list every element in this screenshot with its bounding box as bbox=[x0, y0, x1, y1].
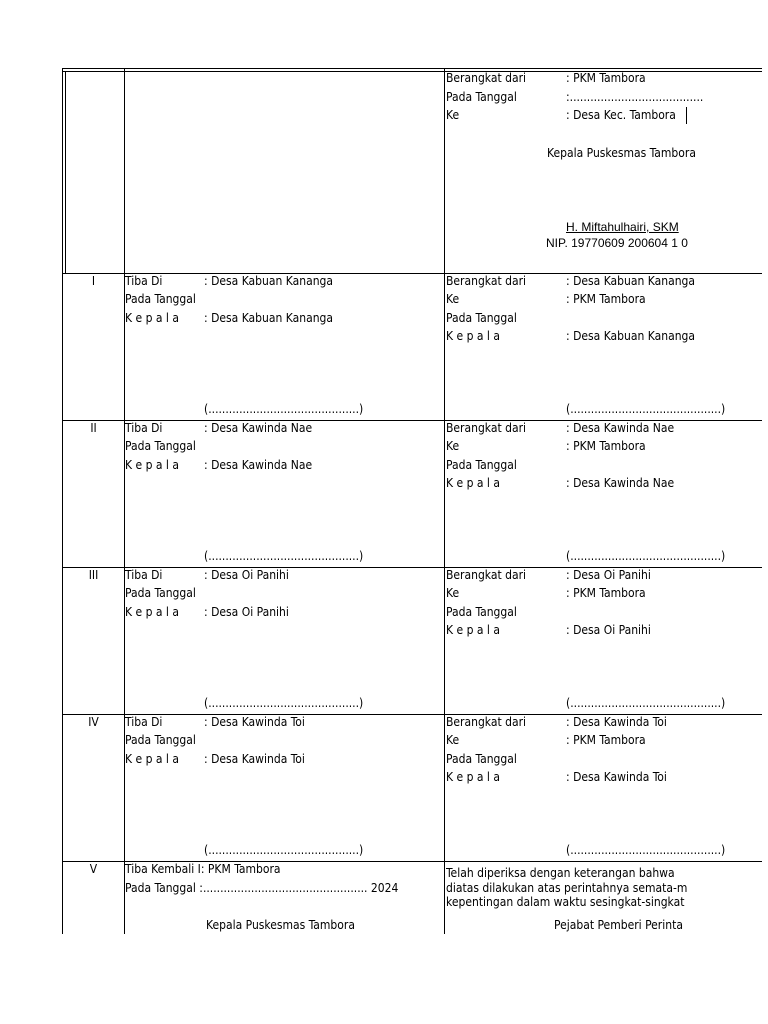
signature-placeholder-right: (............................................) bbox=[566, 843, 726, 857]
signature-placeholder-right: (............................................) bbox=[566, 549, 726, 563]
tiba-value: : Desa Oi Panihi bbox=[204, 568, 289, 582]
row-number: IV bbox=[88, 715, 99, 729]
ke-label: Ke bbox=[446, 733, 460, 747]
berangkat-label: Berangkat dari bbox=[446, 715, 527, 729]
verification-note-line-1: Telah diperiksa dengan keterangan bahwa bbox=[446, 866, 675, 880]
kepala-label: K e p a l a bbox=[125, 311, 179, 325]
ke-label: Ke bbox=[446, 292, 460, 306]
berangkat-value: : Desa Oi Panihi bbox=[566, 568, 651, 582]
header-berangkat-label: Berangkat dari bbox=[446, 71, 527, 85]
ke-value: : PKM Tambora bbox=[566, 292, 646, 306]
tiba-label: Tiba Di bbox=[125, 715, 163, 729]
pada-tanggal-line: Pada Tanggal :................................................ 2024 bbox=[125, 881, 399, 895]
pada-tanggal-label-right: Pada Tanggal bbox=[446, 311, 517, 325]
kepala-label-right: K e p a l a bbox=[446, 476, 500, 490]
tiba-label: Tiba Di bbox=[125, 568, 163, 582]
right-bracket-mark bbox=[686, 107, 687, 124]
table-left-border bbox=[62, 68, 63, 934]
kepala-label-right: K e p a l a bbox=[446, 770, 500, 784]
tiba-value: : Desa Kabuan Kananga bbox=[204, 274, 334, 288]
header-signer-nip: NIP. 19770609 200604 1 0 bbox=[546, 236, 688, 250]
berangkat-label: Berangkat dari bbox=[446, 274, 527, 288]
pada-tanggal-label: Pada Tanggal bbox=[125, 733, 196, 747]
kepala-label-right: K e p a l a bbox=[446, 329, 500, 343]
header-berangkat-value: : PKM Tambora bbox=[566, 71, 646, 85]
col-divider-1 bbox=[124, 68, 125, 934]
table-top-border-inner bbox=[62, 71, 762, 72]
berangkat-value: : Desa Kawinda Toi bbox=[566, 715, 667, 729]
row-number: III bbox=[88, 568, 99, 582]
header-kepala-title: Kepala Puskesmas Tambora bbox=[547, 146, 696, 160]
kepala-value-right: : Desa Kawinda Toi bbox=[566, 770, 667, 784]
pada-tanggal-label-right: Pada Tanggal bbox=[446, 458, 517, 472]
tiba-kembali-line: Tiba Kembali I: PKM Tambora bbox=[125, 862, 281, 876]
table-left-border-inner bbox=[65, 71, 66, 274]
pada-tanggal-label-right: Pada Tanggal bbox=[446, 752, 517, 766]
ke-value: : PKM Tambora bbox=[566, 586, 646, 600]
pejabat-pemberi-perintah: Pejabat Pemberi Perinta bbox=[554, 918, 683, 932]
tiba-value: : Desa Kawinda Nae bbox=[204, 421, 313, 435]
header-ke-value: : Desa Kec. Tambora bbox=[566, 108, 676, 122]
signature-placeholder-right: (............................................) bbox=[566, 402, 726, 416]
kepala-value: : Desa Kabuan Kananga bbox=[204, 311, 334, 325]
signature-placeholder-left: (............................................) bbox=[204, 549, 364, 563]
kepala-puskesmas-title: Kepala Puskesmas Tambora bbox=[206, 918, 355, 932]
pada-tanggal-label: Pada Tanggal bbox=[125, 292, 196, 306]
berangkat-label: Berangkat dari bbox=[446, 568, 527, 582]
row-divider-3 bbox=[62, 567, 762, 568]
header-signer-name: H. Miftahulhairi, SKM bbox=[566, 220, 679, 234]
signature-placeholder-left: (............................................) bbox=[204, 696, 364, 710]
kepala-label-right: K e p a l a bbox=[446, 623, 500, 637]
ke-value: : PKM Tambora bbox=[566, 733, 646, 747]
kepala-value: : Desa Kawinda Nae bbox=[204, 458, 313, 472]
signature-placeholder-right: (............................................) bbox=[566, 696, 726, 710]
signature-placeholder-left: (............................................) bbox=[204, 843, 364, 857]
header-ke-label: Ke bbox=[446, 108, 460, 122]
ke-label: Ke bbox=[446, 586, 460, 600]
pada-tanggal-label: Pada Tanggal bbox=[125, 439, 196, 453]
berangkat-value: : Desa Kabuan Kananga bbox=[566, 274, 696, 288]
kepala-value-right: : Desa Kawinda Nae bbox=[566, 476, 675, 490]
row-number: I bbox=[91, 274, 96, 288]
tiba-label: Tiba Di bbox=[125, 421, 163, 435]
kepala-value: : Desa Kawinda Toi bbox=[204, 752, 305, 766]
kepala-value-right: : Desa Kabuan Kananga bbox=[566, 329, 696, 343]
berangkat-label: Berangkat dari bbox=[446, 421, 527, 435]
tiba-label: Tiba Di bbox=[125, 274, 163, 288]
signature-placeholder-left: (............................................) bbox=[204, 402, 364, 416]
row-number: II bbox=[90, 421, 97, 435]
row-number: V bbox=[89, 862, 98, 876]
table-top-border bbox=[62, 68, 762, 69]
verification-note-line-3: kepentingan dalam waktu sesingkat-singkat bbox=[446, 895, 685, 909]
header-pada-value: :....................................... bbox=[566, 90, 704, 104]
kepala-label: K e p a l a bbox=[125, 458, 179, 472]
kepala-label: K e p a l a bbox=[125, 752, 179, 766]
ke-label: Ke bbox=[446, 439, 460, 453]
ke-value: : PKM Tambora bbox=[566, 439, 646, 453]
pada-tanggal-label: Pada Tanggal bbox=[125, 586, 196, 600]
tiba-value: : Desa Kawinda Toi bbox=[204, 715, 305, 729]
kepala-label: K e p a l a bbox=[125, 605, 179, 619]
kepala-value: : Desa Oi Panihi bbox=[204, 605, 289, 619]
pada-tanggal-label-right: Pada Tanggal bbox=[446, 605, 517, 619]
kepala-value-right: : Desa Oi Panihi bbox=[566, 623, 651, 637]
verification-note-line-2: diatas dilakukan atas perintahnya semata-m bbox=[446, 881, 688, 895]
col-divider-2 bbox=[444, 68, 445, 934]
header-pada-label: Pada Tanggal bbox=[446, 90, 517, 104]
berangkat-value: : Desa Kawinda Nae bbox=[566, 421, 675, 435]
